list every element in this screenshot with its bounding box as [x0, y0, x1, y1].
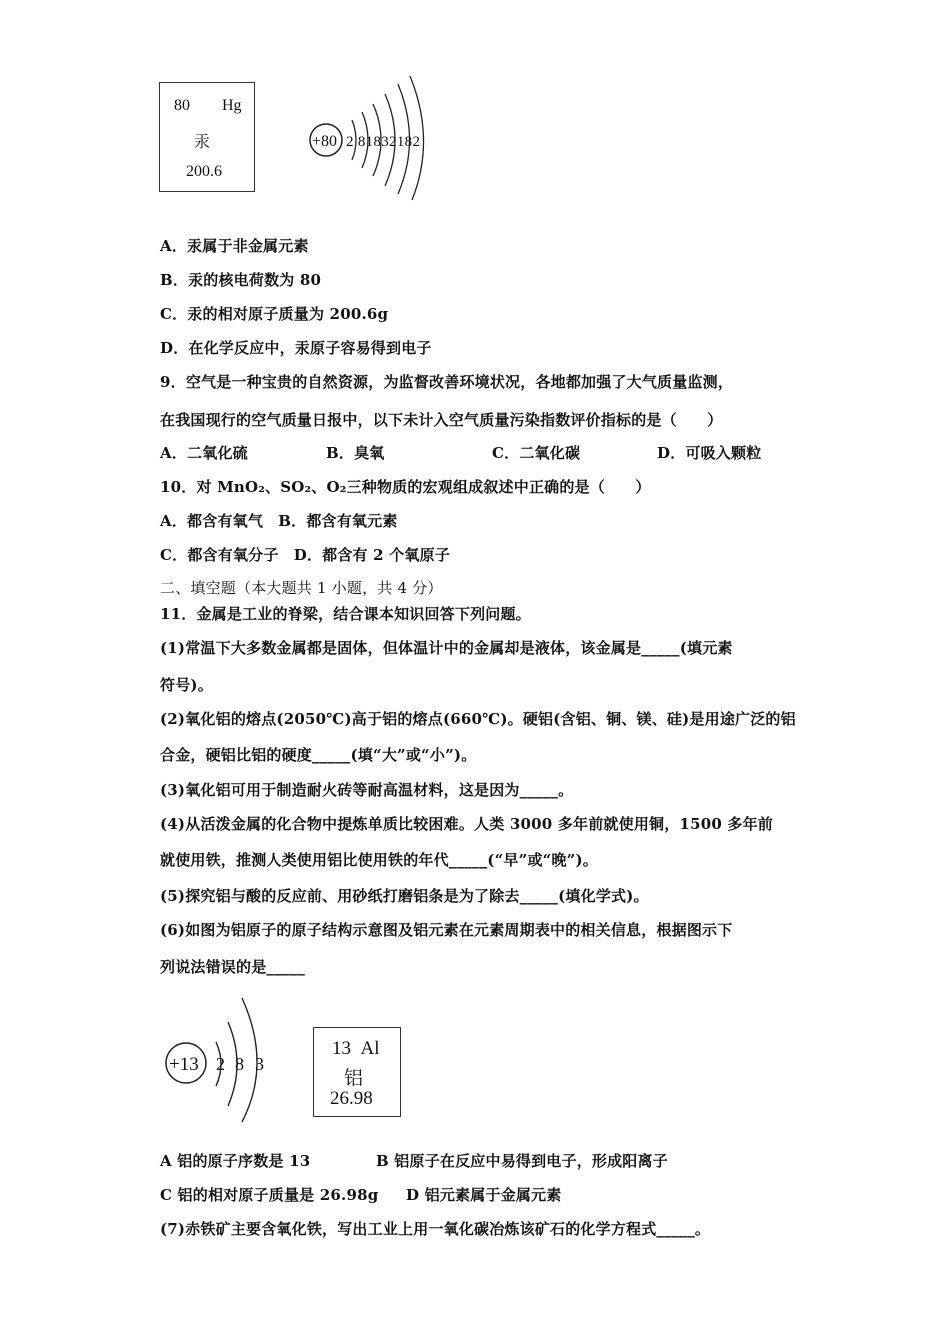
- aluminum-element-card: [313, 1027, 401, 1117]
- q9-option-b: B．臭氧: [326, 444, 385, 462]
- q8-option-b: B．汞的核电荷数为 80: [160, 271, 322, 289]
- q11-part5: (5)探究铝与酸的反应前、用砂纸打磨铝条是为了除去_____(填化学式)。: [160, 887, 649, 905]
- q11-part6-option-d: D 铝元素属于金属元素: [406, 1186, 562, 1204]
- q9-option-a: A．二氧化硫: [160, 444, 248, 462]
- aluminum-nucleus-charge: +13: [169, 1054, 199, 1075]
- mercury-atomic-number: 80: [174, 97, 190, 114]
- q10-options-ab: A．都含有氧气 B．都含有氧元素: [160, 512, 398, 530]
- q11-part6-line1: (6)如图为铝原子的原子结构示意图及铝元素在元素周期表中的相关信息，根据图示下: [160, 921, 733, 939]
- q11-part4-line1: (4)从活泼金属的化合物中提炼单质比较困难。人类 3000 多年前就使用铜，1500 多年前: [160, 815, 773, 833]
- q9-option-d: D．可吸入颗粒: [657, 444, 762, 462]
- q11-part6-option-b: B 铝原子在反应中易得到电子，形成阳离子: [376, 1152, 668, 1170]
- mercury-atom-diagram: [300, 70, 450, 205]
- aluminum-shell-2-electrons: 8: [235, 1054, 244, 1074]
- aluminum-shell-1-electrons: 2: [216, 1054, 225, 1074]
- aluminum-shell-3-electrons: 3: [255, 1054, 264, 1074]
- aluminum-symbol: Al: [360, 1038, 380, 1059]
- aluminum-name: 铝: [344, 1068, 364, 1089]
- mercury-shell-electrons: 2 81832182: [346, 134, 421, 150]
- section-2-heading: 二、填空题（本大题共 1 小题，共 4 分）: [160, 579, 443, 597]
- aluminum-mass: 26.98: [330, 1088, 373, 1109]
- q11-part6-option-a: A 铝的原子序数是 13: [160, 1152, 311, 1170]
- mercury-element-card: [159, 82, 255, 192]
- aluminum-atomic-number: 13: [332, 1038, 351, 1059]
- q8-option-d: D．在化学反应中，汞原子容易得到电子: [160, 339, 432, 357]
- q11-part2-line1: (2)氧化铝的熔点(2050℃)高于铝的熔点(660℃)。硬铝(含铝、铜、镁、硅)是用途广泛的铝: [160, 710, 796, 728]
- q9-option-c: C．二氧化碳: [492, 444, 581, 462]
- q11-part6-line2: 列说法错误的是_____: [160, 958, 305, 976]
- q11-part3: (3)氧化铝可用于制造耐火砖等耐高温材料，这是因为_____。: [160, 781, 574, 799]
- q11-stem: 11．金属是工业的脊梁，结合课本知识回答下列问题。: [160, 605, 531, 623]
- q9-stem-line1: 9．空气是一种宝贵的自然资源，为监督改善环境状况，各地都加强了大气质量监测，: [160, 373, 734, 391]
- mercury-nucleus-charge: +80: [312, 133, 338, 150]
- q11-part2-line2: 合金，硬铝比铝的硬度_____(填“大”或“小”)。: [160, 746, 477, 764]
- q11-part1-line2: 符号)。: [160, 676, 213, 694]
- aluminum-card-header: [332, 1038, 380, 1060]
- q8-option-c: C．汞的相对原子质量为 200.6g: [160, 305, 389, 323]
- q11-part6-option-c: C 铝的相对原子质量是 26.98g: [160, 1186, 379, 1204]
- aluminum-atom-diagram: [160, 992, 280, 1126]
- q10-stem: 10．对 MnO₂、SO₂、O₂三种物质的宏观组成叙述中正确的是（ ）: [160, 478, 651, 496]
- q10-options-cd: C．都含有氧分子 D．都含有 2 个氧原子: [160, 546, 451, 564]
- q11-part1-line1: (1)常温下大多数金属都是固体，但体温计中的金属却是液体，该金属是_____(填元素: [160, 639, 733, 657]
- q11-part4-line2: 就使用铁，推测人类使用铝比使用铁的年代_____(“早”或“晚”)。: [160, 851, 599, 869]
- q8-option-a: A．汞属于非金属元素: [160, 237, 309, 255]
- mercury-mass: 200.6: [186, 163, 222, 180]
- mercury-name: 汞: [194, 134, 211, 151]
- mercury-symbol: Hg: [222, 97, 242, 114]
- q11-part7: (7)赤铁矿主要含氧化铁，写出工业上用一氧化碳冶炼该矿石的化学方程式_____。: [160, 1220, 711, 1238]
- q9-stem-line2: 在我国现行的空气质量日报中，以下未计入空气质量污染指数评价指标的是（ ）: [160, 411, 723, 429]
